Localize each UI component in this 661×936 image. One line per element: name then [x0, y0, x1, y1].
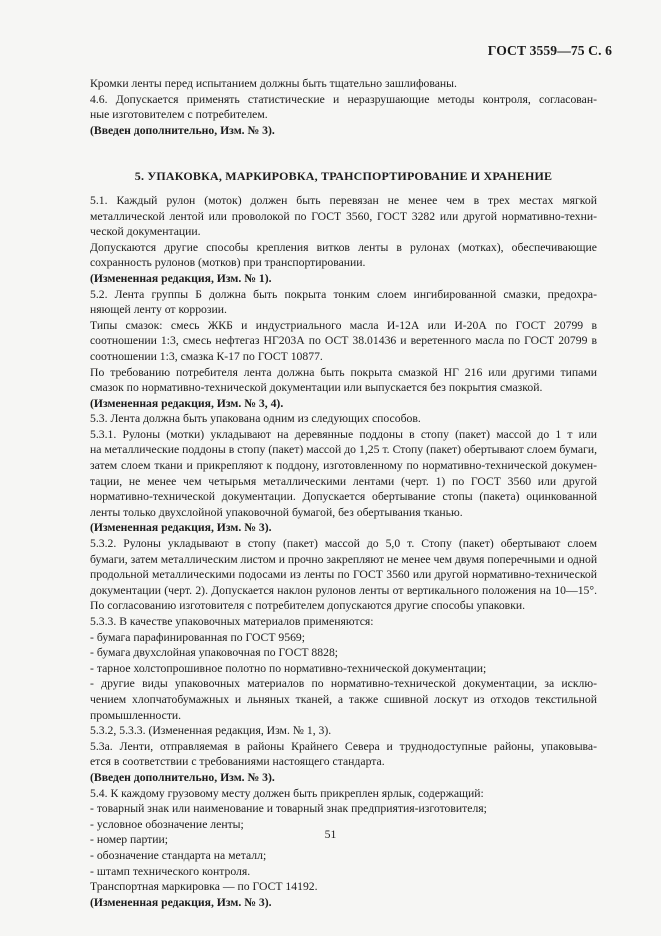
text-line: промышленности. — [90, 708, 182, 722]
text-line: затем слоем ткани и прикрепляют к поддону, изготовленному по нормативно-технической докумен- — [90, 459, 597, 473]
text-line: ные изготовителем с потребителем. — [90, 108, 268, 122]
text-line: - товарный знак или наименование и товарный знак предприятия-изготовителя; — [90, 802, 487, 816]
text-line: ческой документации. — [90, 225, 201, 239]
text-line: - бумага парафинированная по ГОСТ 9569; — [90, 630, 306, 644]
text-line: смазок по нормативно-технической документации или выпускается без покрытия смазкой. — [90, 381, 543, 395]
text-line: ется в соответствии с требованиями настоящего стандарта. — [90, 755, 385, 769]
text-line: Типы смазок: смесь ЖКБ и индустриального масла И-12А или И-20А по ГОСТ 20799 в — [90, 318, 597, 332]
text-line: на металлические поддоны в стопу (пакет) массой до 1,25 т. Стопу (пакет) обертывают слоем бумаги, — [90, 443, 597, 457]
text-line: По согласованию изготовителя с потребителем допускаются другие способы упаковки. — [90, 599, 526, 613]
text-line: По требованию потребителя лента должна быть покрыта смазкой НГ 216 или другими типами — [90, 365, 597, 379]
text-line: соотношении 1:3, смесь нефтегаз НГ203А по ОСТ 38.01436 и веретенного масла по ГОСТ 20799 в — [90, 334, 597, 348]
document-body — [90, 76, 597, 910]
text-line: (Измененная редакция, Изм. № 3). — [90, 521, 272, 535]
text-line: сохранность рулонов (мотков) при транспортировании. — [90, 256, 366, 270]
text-line: 5.3. Лента должна быть упакована одним из следующих способов. — [90, 412, 421, 426]
text-line: бумаги, затем металлическим листом и прочно закрепляют не менее чем двумя поперечными и одной — [90, 552, 598, 566]
text-line: нормативно-технической документации. Допускается обертывание стопы (пакета) оцинкованной — [90, 490, 597, 504]
text-line: чением хлопчатобумажных и льняных тканей, а также сшивной лоскут из отходов текстильной — [90, 692, 597, 706]
text-line: 5.3а. Ленти, отправляемая в районы Крайнего Севера и труднодоступные районы, упаковыва- — [90, 739, 597, 753]
text-line: (Введен дополнительно, Изм. № 3). — [90, 770, 275, 784]
text-line: 5.2. Лента группы Б должна быть покрыта тонким слоем ингибированной смазки, предохра- — [90, 287, 597, 301]
text-line: 5.4. К каждому грузовому месту должен быть прикреплен ярлык, содержащий: — [90, 786, 484, 800]
section-heading: 5. УПАКОВКА, МАРКИРОВКА, ТРАНСПОРТИРОВАНИЕ И ХРАНЕНИЕ — [134, 169, 553, 184]
text-line: няющей ленту от коррозии. — [90, 303, 227, 317]
text-line: 5.3.2, 5.3.3. (Измененная редакция, Изм. № 1, 3). — [90, 724, 332, 738]
text-line: - обозначение стандарта на металл; — [90, 848, 267, 862]
text-line: ленты только двухслойной упаковочной бумагой, без обертывания тканью. — [90, 505, 463, 519]
text-line: 4.6. Допускается применять статистические и неразрушающие методы контроля, согласован- — [90, 92, 597, 106]
text-line: - номер партии; — [90, 833, 169, 847]
section-gap — [90, 138, 597, 169]
text-line: 5.1. Каждый рулон (моток) должен быть перевязан не менее чем в трех местах мягкой — [90, 193, 597, 207]
text-line: металлической лентой или проволокой по ГОСТ 3560, ГОСТ 3282 или другой нормативно-техни- — [90, 209, 597, 223]
text-line: (Введен дополнительно, Изм. № 3). — [90, 123, 275, 137]
text-line: Допускаются другие способы крепления витков ленты в рулонах (мотках), обеспечивающие — [90, 240, 597, 254]
text-line: продольной металлическими подосами из ленты по ГОСТ 3560 или другой нормативно-технической — [90, 568, 597, 582]
text-line: тации, не менее чем четырьмя металлическими лентами (черт. 1) по ГОСТ 3560 или другой — [90, 474, 597, 488]
page-header: ГОСТ 3559—75 С. 6 — [487, 43, 612, 58]
text-line: документации (черт. 2). Допускается наклон рулонов ленты от вертикального положения на 10—15°. — [90, 583, 597, 597]
text-line: соотношении 1:3, смазка К-17 по ГОСТ 10877. — [90, 349, 323, 363]
text-line: 5.3.1. Рулоны (мотки) укладывают на деревянные поддоны в стопу (пакет) массой до 1 т или — [90, 427, 597, 441]
section-gap — [90, 185, 597, 193]
text-line: - бумага двухслойная упаковочная по ГОСТ 8828; — [90, 646, 339, 660]
text-line: (Измененная редакция, Изм. № 3, 4). — [90, 396, 284, 410]
text-line: Кромки ленты перед испытанием должны быть тщательно зашлифованы. — [90, 77, 457, 90]
text-line: 5.3.2. Рулоны укладывают в стопу (пакет) массой до 5,0 т. Стопу (пакет) обертывают слоем — [90, 537, 597, 551]
text-line: - другие виды упаковочных материалов по нормативно-технической документации, за исклю- — [90, 677, 597, 691]
text-line: (Измененная редакция, Изм. № 1). — [90, 271, 272, 285]
text-line: (Измененная редакция, Изм. № 3). — [90, 895, 272, 909]
text-line: 5.3.3. В качестве упаковочных материалов применяются: — [90, 615, 374, 628]
text-line: - тарное холстопрошивное полотно по нормативно-технической документации; — [90, 661, 487, 675]
page-number: 51 — [324, 828, 337, 841]
text-line: Транспортная маркировка — по ГОСТ 14192. — [90, 880, 318, 894]
text-line: - штамп технического контроля. — [90, 864, 251, 878]
text-line: - условное обозначение ленты; — [90, 817, 244, 831]
